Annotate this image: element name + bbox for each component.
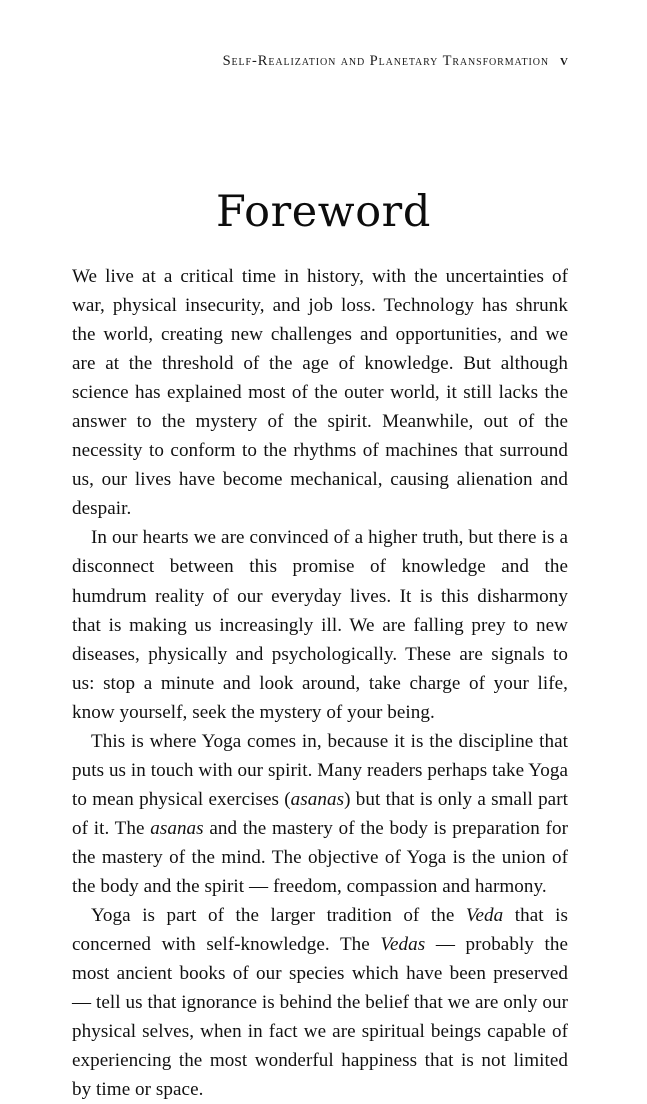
running-header-book-title: Self-Realization and Planetary Transformation — [222, 53, 550, 69]
paragraph: Yoga is part of the larger tradition of the Veda that is concerned with self-knowledge. The Vedas — probably the most ancient books of our species which have been preserved — tell us that ignorance is behind the belief that we are only our physical selves, when in fact we are spiritual beings capable of experiencing the most wonderful happiness that is not limited by time or space. — [72, 905, 568, 1101]
page-folio-number: v — [560, 53, 568, 69]
body-text-block — [72, 262, 568, 1104]
paragraph: In our hearts we are convinced of a higher truth, but there is a disconnect between this promise of knowledge and the humdrum reality of our everyday lives. It is this disharmony that is making us increasingly ill. We are falling prey to new diseases, physically and psychologically. These are signals to us: stop a minute and look around, take charge of your life, know yourself, seek the mystery of your being. — [72, 527, 568, 723]
running-header — [72, 52, 568, 70]
chapter-title: Foreword — [216, 187, 431, 237]
paragraph: This is where Yoga comes in, because it is the discipline that puts us in touch with our spirit. Many readers perhaps take Yoga to mean physical exercises (asanas) but that is only a small part of it. The asanas and the mastery of the body is preparation for the mastery of the mind. The objective of Yoga is the union of the body and the spirit — freedom, compassion and harmony. — [72, 730, 568, 897]
paragraph: We live at a critical time in history, with the uncertainties of war, physical insecurity, and job loss. Technology has shrunk the world, creating new challenges and opportunities, and we are at the threshold of the age of knowledge. But although science has explained most of the outer world, it still lacks the answer to the mystery of the spirit. Meanwhile, out of the necessity to conform to the rhythms of machines that surround us, our lives have become mechanical, causing alienation and despair. — [72, 266, 568, 520]
